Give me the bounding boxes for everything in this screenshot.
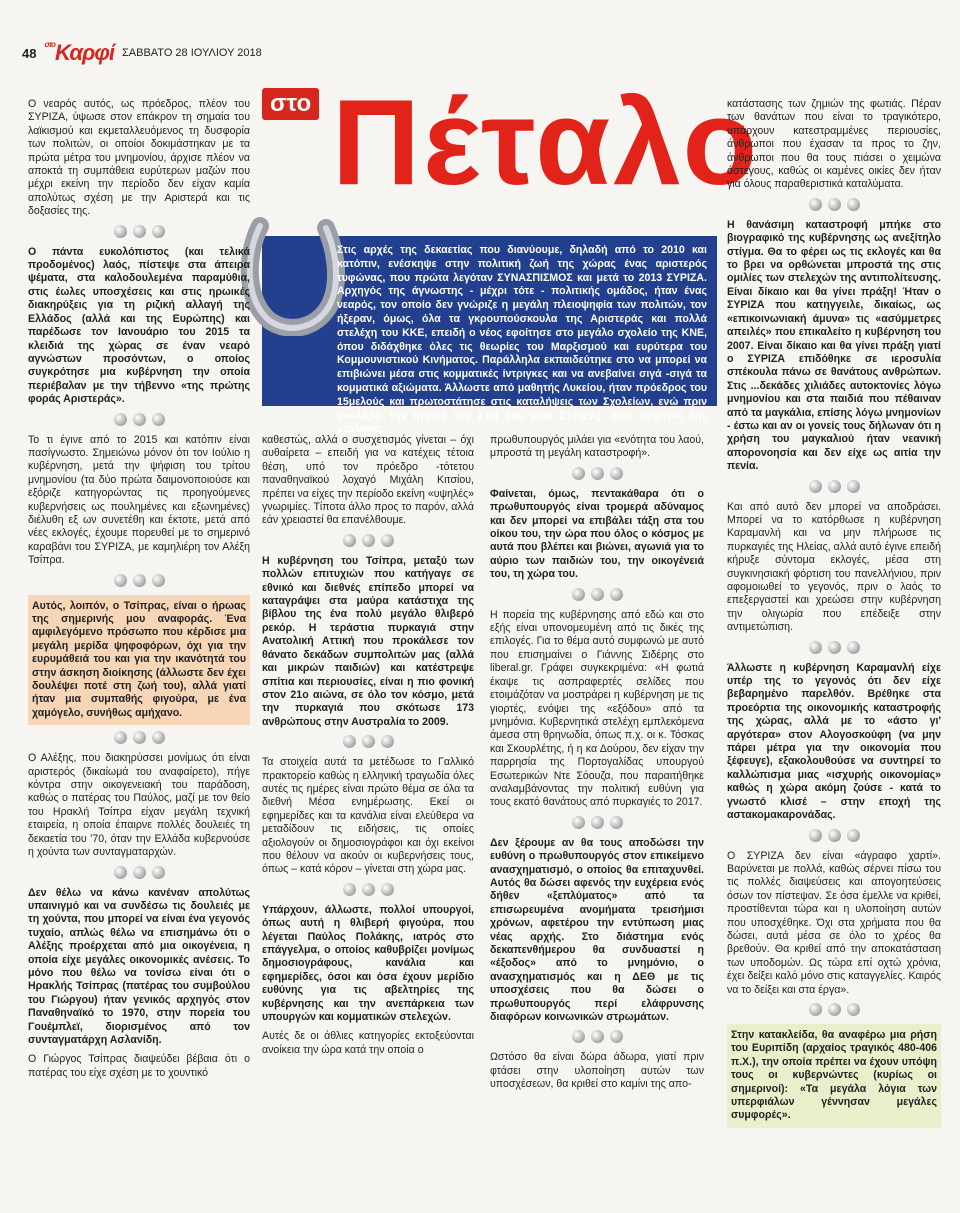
col2-paragraph: Αυτές δε οι άθλιες κατηγορίες εκτοξεύονται ανοίκεια την ώρα κατά την οποία ο: [262, 1030, 474, 1056]
col2-paragraph: καθεστώς, αλλά ο συσχετισμός γίνεται – όχι αυθαίρετα – επειδή για να κατέχεις τέτοια θέση, υπό τον πρόεδρο -τότετου παναθηναϊκού λοχαγό Μιχάλη Κιτσίου, πρέπει να είχες την περίοδο εκείνη «υψηλές» γνωριμίες. Τίποτα άλλο προς το παρόν, αλλά εάν χρειαστεί θα επανέλθουμε.: [262, 434, 474, 527]
separator: [727, 198, 941, 211]
logo-text: Καρφί: [54, 40, 114, 65]
article-title: [262, 74, 761, 222]
issue-date: ΣΑΒΒΑΤΟ 28 ΙΟΥΛΙΟΥ 2018: [121, 47, 262, 59]
separator: [727, 829, 941, 842]
col1-highlight: Αυτός, λοιπόν, ο Τσίπρας, είναι ο ήρωας της σημερινής μου αναφοράς. Ένα αμφιλεγόμενο πρόσωπο που κέρδισε μια μεγάλη μερίδα ψηφοφόρων, όχι για την ευρυμάθειά του και για την ικανότητά του στην άσκηση διοίκησης (άλλωστε δεν έχει δουλέψει ποτέ στη ζωή του), αλλά γιατί ήταν μια συμπαθής φιγούρα, με ένα χαμόγελο, συνήθως αμήχανο.: [28, 595, 250, 726]
separator: [262, 534, 474, 547]
separator: [28, 574, 250, 587]
col1-paragraph: Δεν θέλω να κάνω κανέναν απολύτως υπαινιγμό και να συνδέσω τις δουλειές με τη χούντα, που μπορεί να είναι ένα γεγονός τυχαίο, απλώς θέλω να επισημάνω ότι ο Αλέξης προέρχεται από μια οικογένεια, η οποία είχε μεγάλες οικονομικές ανέσεις. Το μόνο που θέλω να τονίσω είναι ότι ο Ηρακλής Τσίπρας (πατέρας του συμβούλου του Γιώργου) ήταν γενικός αρχηγός στον Παναθηναϊκό το 1970, στην πορεία του Γουέμπλεϊ, διορισμένος από τον συνταγματάρχη Ασλανίδη.: [28, 886, 250, 1046]
separator: [262, 883, 474, 896]
col3-paragraph: Η πορεία της κυβέρνησης από εδώ και στο εξής είναι υπονομευμένη από τις δικές της επιλογές. Για το θέμα αυτό συμφωνώ με αυτό που επισημαίνει ο Γιάννης Σιδέρης στο liberal.gr. Γράφει συγκεκριμένα: «Η φωτιά έκαψε τις ασπραφερτές σελίδες που ετοιμάζόταν να μοστράρει η κυβέρνηση με τις γιορτές, ενόψει της «εξόδου» από τα μνημόνια. Κυβερνητικά στελέχη εμπλεκόμενα άμεσα στη θρηνωδία, όπως π.χ. οι κ. Τόσκας και Σκουρλέτης, ή η κα Δούρου, δεν είχαν την παρρησία της Πορτογαλίδας υπουργού Εσωτερικών Ντε Σόουζα, που παραιτήθηκε αναλαμβάνοντας την πολιτική ευθύνη για τους εκατό θανάτους από πυρκαγιές το 2017.: [490, 608, 704, 809]
col4-paragraph: Ο ΣΥΡΙΖΑ δεν είναι «άγραφο χαρτί». Βαρύνεται με πολλά, καθώς σέρνει πίσω του τις πολλές διαψεύσεις και απογοητεύσεις όσων τον πίστεψαν. Σε όσα έμελλε να κριθεί, προστίθενται τώρα και η υλοποίηση αυτών που υποσχέθηκε. Όχι στα χρήματα που θα δώσει, αυτά μέσα σε όλο το χρέος θα βρεθούν. Θα κριθεί από την αποκατάσταση των υποδομών. Ως τώρα επί οχτώ χρόνια, έχει δείξει καλό μόνο στις καταγγελίες. Καιρός να το δείξει και στα έργα».: [727, 849, 941, 996]
col1-paragraph: Ο πάντα ευκολόπιστος (και τελικά προδομένος) λαός, πίστεψε στα άπειρα ψέματα, στα καλοδουλεμένα παραμύθια, στις έωλες υποσχέσεις και στις ηρωικές διακηρύξεις για τη ριζική αλλαγή της Ελλάδος (αλλά και της Ευρώπης) και παρέδωσε τον Ιανουάριο του 2015 τα κλειδιά της χώρας σε έναν νεαρό αγνώστων προσόντων, ο οποίος συγκρότησε μια κυβέρνηση την οποία περιέβαλαν με την τήβεννο «της πρώτης φοράς Αριστεράς».: [28, 245, 250, 406]
separator: [28, 225, 250, 238]
separator: [727, 480, 941, 493]
separator: [490, 1030, 704, 1043]
col3-paragraph: Φαίνεται, όμως, πεντακάθαρα ότι ο πρωθυπουργός είναι τρομερά αδύναμος και δεν μπορεί να επιβάλει τάξη στα του οίκου του, την ώρα που όλος ο κόσμος με αυτά που βλέπει και βιώνει, αγωνιά για το αύριο των παιδιών του, την οικογένειά του, τη χώρα του.: [490, 487, 704, 581]
col2-paragraph: Τα στοιχεία αυτά τα μετέδωσε το Γαλλικό πρακτορείο καθώς η ελληνική τραγωδία όλες αυτές τις ημέρες είναι πρώτο θέμα σε όλα τα διεθνή Μέσα ενημέρωσης. Εκεί οι εφημερίδες και τα κανάλια είναι ελεύθερα να μεταδίδουν τις ειδήσεις, τις οποίες αξιολογούν οι δημοσιογράφοι και όχι εκείνοι που θέλουν να ακούν οι κυβερνήσεις τους, όπως – κατά κόρον – γίνεται στη χώρα μας.: [262, 756, 474, 876]
col4-paragraph: Η θανάσιμη καταστροφή μπήκε στο βιογραφικό της κυβέρνησης ως ανεξίτηλο στίγμα. Θα το φέρει ως τις εκλογές και θα το βρει να ορθώνεται μπροστά της στις ομιλίες των στελεχών της αντιπολίτευσης. Είναι δίκαιο και θα γίνει πράξη! Ήταν ο ΣΥΡΙΖΑ που κατηγγειλε, δικαίως, ως «επικοινωνιακή άμυνα» τις «ασύμμετρες απειλές» που επικαλείτο η κυβέρνηση του 2007. Είναι δίκαιο και θα γίνει πράξη γιατί ο ΣΥΡΙΖΑ επιδόθηκε σε ιεροσυλία σπέκουλα πάνω σε θανάτους ανθρώπων. Στις ...δεκάδες χιλιάδες αυτοκτονίες λόγω μνημονίου και στα παιδιά που πέθαιναν από τα μαγκάλια, επίσης λόγω μνημονίων - έστω και αν οι γονείς τους δήλωναν ότι η χρήση του μαγκαλιού ήταν νεανική απορονοησία και δεν είχε ως αιτία την πενία.: [727, 218, 941, 473]
col3-paragraph: Δεν ξέρουμε αν θα τους αποδώσει την ευθύνη ο πρωθυπουργός στον επικείμενο ανασχηματισμό, ο οποίος θα επιταχυνθεί. Αυτός θα δώσει αφενός την ευχέρεια ενός δήθεν «ξεπλύματος» από τα επισωρευμένα ανομήματα τρεισήμισι χρόνων, αφετέρου την εντύπωση μιας νέας αρχής. Στο διάστημα ενός δεκαπενθήμερου θα συνδυαστεί η «έξοδος» από το μνημόνιο, ο ανασχηματισμός και η ΔΕΘ με τις υποσχέσεις που θα δώσει ο πρωθυπουργός περί ελάφρυνσης διαφόρων κοινωνικών στρωμάτων.: [490, 836, 704, 1024]
separator: [727, 641, 941, 654]
column-2: [262, 434, 474, 1063]
separator: [490, 467, 704, 480]
col1-paragraph: Ο Γιώργος Τσίπρας διαψεύδει βέβαια ότι ο πατέρας του είχε σχέση με το χουντικό: [28, 1053, 250, 1079]
separator: [727, 1003, 941, 1016]
separator: [262, 735, 474, 748]
logo-prefix: στο: [44, 40, 55, 49]
separator: [28, 731, 250, 744]
column-1: [28, 98, 250, 1086]
col1-paragraph: Το τι έγινε από το 2015 και κατόπιν είναι πασίγνωστο. Σημειώνω μόνον ότι τον Ιούλιο η κυβέρνηση, μετά την ψήφιση του τρίτου μνημονίου (τα δύο πρώτα δαιμονοποιούσε και εξόριζε κατηγορώντας τις προηγούμενες κυβερνήσεις ως πουλημένες και εξωνημένες) διέλυθη εξ ων συνετέθη και έκτοτε, μετά από νέες εκλογές, έχουμε πορευθεί με το σημερινό καραβάνι του ΣΥΡΙΖΑ, με καμηλιέρη τον Αλέξη Τσίπρα.: [28, 433, 250, 567]
col4-paragraph: Άλλωστε η κυβέρνηση Καραμανλή είχε υπέρ της το γεγονός ότι δεν είχε βεβαρημένο παρελθόν. Βρέθηκε στα προεόρτια της οικονομικής καταστροφής της χώρας, αλλά με το «άστο γι' αργότερα» στον Αλογοσκούφη (να μην πάρει μέτρα για την οικονομία που ξέφευγε), εξακολουθούσε να συντηρεί το καλλώπισμα μιας «ισχυρής οικονομίας» καθώς η χώρα ακόμη ζούσε - κατά το γνωστό κλισέ – στην εποχή της αστακομακαρονάδας.: [727, 661, 941, 822]
col1-paragraph: Ο νεαρός αυτός, ως πρόεδρος, πλέον του ΣΥΡΙΖΑ, ύψωσε στον επάκρον τη σημαία του λαϊκισμού και εκμεταλλευόμενος τη δυσφορία των πολιτών, οι οποίοι δοκιμάστηκαν με τα πρώτα μέτρα του μνημονίου, άρχισε πλέον να αποκτά τη συμπάθεια ευρύτερων μαζών που μέχρι εκείνη την περίοδο δεν είχαν καμία απολύτως σχέση με την Αριστερά και τις δοξασίες της.: [28, 98, 250, 218]
col2-paragraph: Υπάρχουν, άλλωστε, πολλοί υπουργοί, όπως αυτή η θλιβερή φιγούρα, που λέγεται Παύλος Πολάκης, ιατρός στο επάγγελμα, ο οποίος καθυβρίζει μονίμως δημοσιογράφους, κανάλια και εφημερίδες, όσοι και όσα έχουν μερίδιο ευθύνης για τις αβελτηρίες της κυβέρνησης και την ανεπάρκεια των υπουργών και κομματικών στελεχών.: [262, 903, 474, 1024]
col2-paragraph: Η κυβέρνηση του Τσίπρα, μεταξύ των πολλών επιτυχιών που κατήγαγε σε εθνικό και διεθνές επίπεδο μπορεί να καταγράψει στα μαύρα κατάστιχα της βίβλου της ένα πολύ μεγάλο θλιβερό ρεκόρ. Η τεράστια πυρκαγιά στην Ανατολική Αττική που προκάλεσε τον θάνατο δεκάδων συμπολιτών μας (αλλά και μικρών παιδιών) και κατέστρεψε σπίτια και περιουσίες, είναι η πιο φονική στον 21ο αιώνα, σε όλο τον κόσμο, μετά την πυρκαγιά που σκότωσε 173 ανθρώπους στην Αυστραλία το 2009.: [262, 554, 474, 728]
col1-paragraph: Ο Αλέξης, που διακηρύσσει μονίμως ότι είναι αριστερός (δικαίωμά του αναφαίρετο), πήγε κόντρα στην οικογενειακή του παράδοση, καθώς ο πατέρας του Παύλος, μαζί με τον θείο του Ηρακλή Τσίπρα είχαν μεγάλη τεχνική εταιρεία, η οποία έπαιρνε πολλές δουλειές τη δεκαετία του '70, όταν την Ελλάδα κυβερνούσε η χούντα των συνταγματαρχών.: [28, 752, 250, 859]
separator: [28, 413, 250, 426]
col4-paragraph: κατάστασης των ζημιών της φωτιάς. Πέραν των θανάτων που είναι το τραγικότερο, υπάρχουν κατεστραμμένες περιουσίες, άνθρωποι που έχασαν τα προς το ζην, άνθρωποι που θα τους πιάσει ο χειμώνα άστεγους, καθώς οι καμένες οικίες δεν ήταν για όλους παραθεριστικά καταλύματα.: [727, 98, 941, 191]
intro-box: [262, 236, 717, 436]
separator: [28, 866, 250, 879]
column-4: [727, 98, 941, 1134]
separator: [490, 816, 704, 829]
column-3: [490, 434, 704, 1098]
newspaper-logo: [44, 40, 114, 66]
title-prefix: στο: [262, 88, 319, 120]
col4-highlight: Στην κατακλείδα, θα αναφέρω μια ρήση του Ευριπίδη (αρχαίος τραγικός 480-406 π.Χ.), την οποία πρέπει να έχουν υπόψη τους οι κυβερνώντες (κυρίως οι σημερινοί): «Τα μεγάλα λόγια των υπερφιάλων γέννησαν μεγάλες συμφορές».: [727, 1024, 941, 1128]
col4-paragraph: Και από αυτό δεν μπορεί να αποδράσει. Μπορεί να το κατόρθωσε η κυβέρνηση Καραμανλή και να μην πλήρωσε τις πυρκαγιές της Ηλείας, αλλά αυτό έγινε επειδή κήρυξε σύντομα εκλογές, μέσα στη συγκινησιακή φόρτιση του πανελλήνιου, πριν αφομοιωθεί το γεγονός, πριν ο λαός το επεξεργαστεί και χρεώσει στην κυβέρνηση την ολιγωρία που επέδειξε στην αντιμετώπιση.: [727, 500, 941, 634]
intro-text: Στις αρχές της δεκαετίας που διανύουμε, δηλαδή από το 2010 και κατόπιν, ενέσκηψε στην πολιτική ζωή της χώρας ένας αριστερός τυφώνας, που πρώτα λεγόταν ΣΥΝΑΣΠΙΣΜΟΣ και μετά το 2013 ΣΥΡΙΖΑ. Αρχηγός της άγνωστης - μέχρι τότε - πολιτικής ομάδος, ήταν ένας νεαρός, τον οποίο δεν γνώριζε η μεγάλη πλειοψηφία των πολιτών, τον ήξεραν, όμως, όλα τα γκρουπούσκουλα της Αριστεράς και πολλά στελέχη του ΚΚΕ, επειδή ο νέος εφοίτησε στο μεγάλο σχολείο της ΚΝΕ, όπου διδάχθηκε όλες τις θεωρίες του Μαρξισμού και ευρύτερα του Κομμουνιστικού Κινήματος. Παράλληλα εκπαιδεύτηκε στο να μπορεί να επιβιώνει μέσα στις κομματικές ίντριγκες και να ανεβαίνει σιγά -σιγά τα κομματικά αξιώματα. Άλλωστε από μαθητής Λυκείου, ήταν πρόεδρος του 15μελούς και πρωτοστάτησε στις καταλήψεις των Σχολείων, ενώ πριν αναλάβει την ηγεσία του ΣΥΝ (και μετά ΣΥΡΙΖΑ), ήταν αρχηγός της νεολαίας.: [337, 244, 707, 436]
separator: [490, 588, 704, 601]
title-main: Πέταλο: [332, 74, 761, 210]
page-header: [22, 42, 262, 64]
col3-paragraph: Ωστόσο θα είναι δώρα άδωρα, γιατί πριν φτάσει στην υλοποίηση αυτών των υποσχέσεων, θα κριθεί στο καμίνι της απο-: [490, 1051, 704, 1091]
page-number: 48: [22, 45, 37, 61]
col3-paragraph: πρωθυπουργός μιλάει για «ενότητα του λαού, μπροστά τη μεγάλη καταστροφή».: [490, 434, 704, 460]
horseshoe-icon: [240, 216, 350, 336]
